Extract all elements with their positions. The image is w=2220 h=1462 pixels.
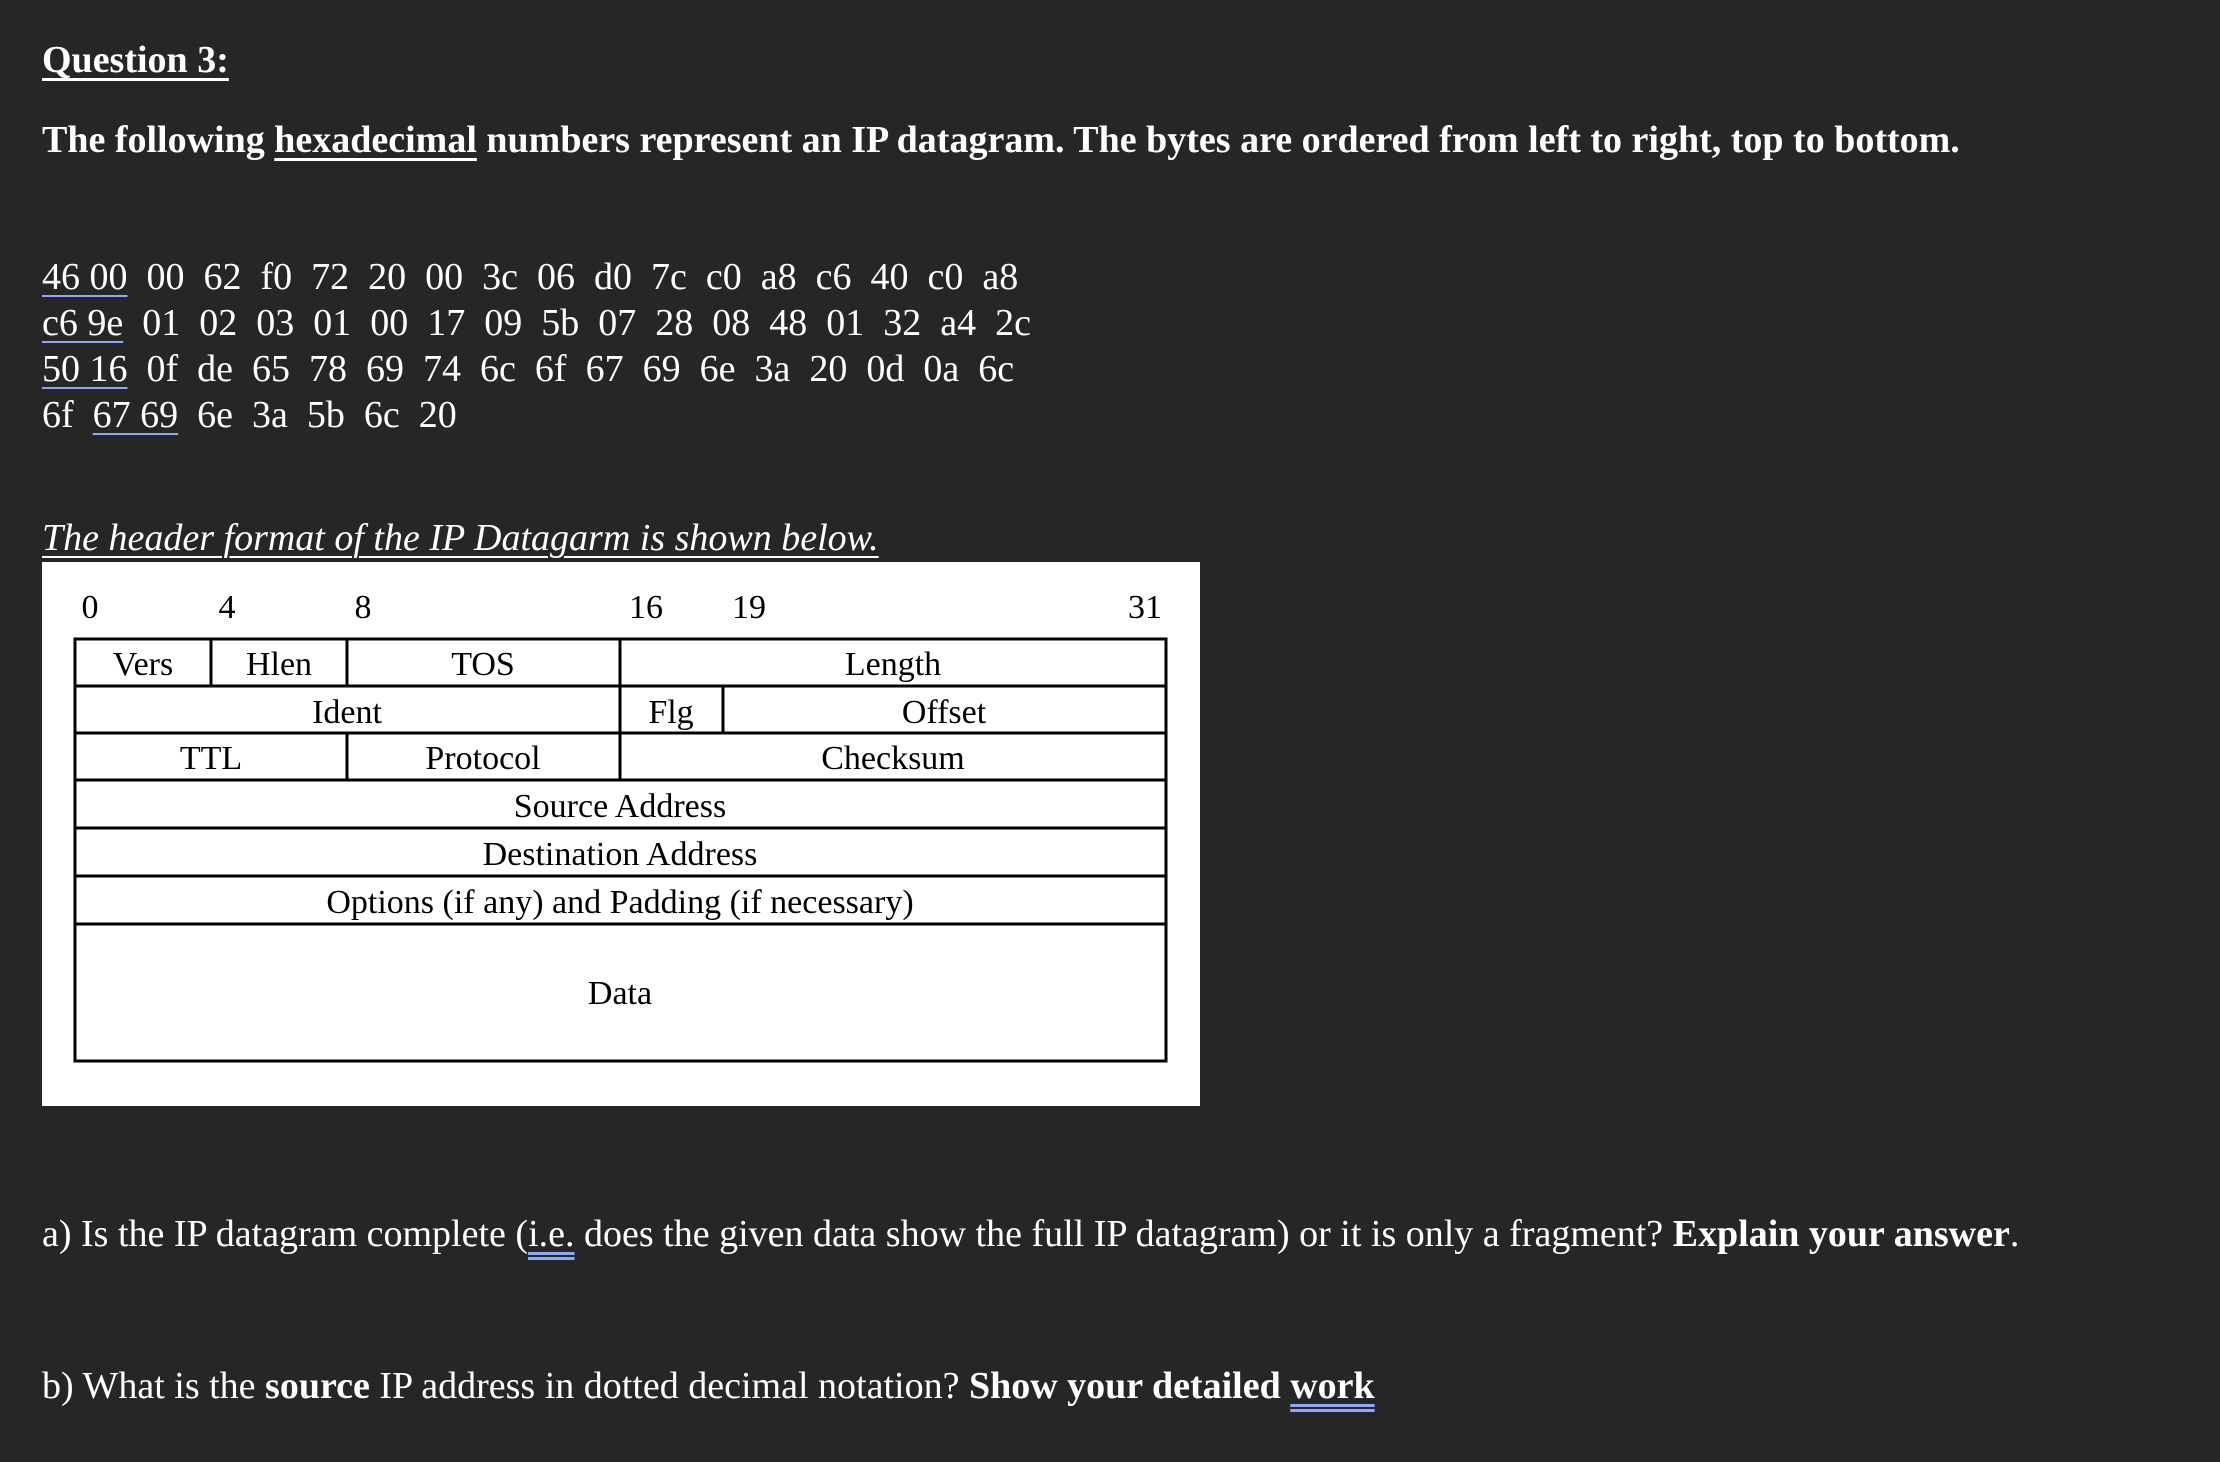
field-ttl: TTL (179, 740, 243, 777)
hex-byte: 02 (199, 302, 238, 344)
question-a (42, 1212, 2019, 1256)
hex-byte: 06 (537, 256, 576, 298)
intro-post: numbers represent an IP datagram. The bytes are ordered from left to right, top to bottom. (476, 119, 1960, 161)
hex-byte: 03 (256, 302, 295, 344)
hex-byte: a8 (982, 256, 1019, 298)
hex-byte: 00 (146, 256, 185, 298)
question-heading: Question 3: (42, 39, 229, 81)
hex-byte: 3a (252, 394, 288, 436)
question-a-post: . (2009, 1213, 2020, 1255)
bit-label-16: 16 (629, 589, 663, 626)
hex-byte: 6f (534, 348, 567, 390)
hex-byte: 17 (427, 302, 466, 344)
hex-byte: c6 (815, 256, 852, 298)
hex-byte: a4 (940, 302, 977, 344)
hex-byte: f0 (260, 256, 293, 298)
field-data: Data (587, 975, 653, 1012)
hex-byte: 08 (712, 302, 751, 344)
hex-byte: 28 (655, 302, 694, 344)
question-b-mid: IP address in dotted decimal notation? (369, 1365, 969, 1407)
field-hlen: Hlen (245, 646, 313, 683)
hex-byte: c0 (927, 256, 964, 298)
hex-byte: 65 (252, 348, 291, 390)
diagram-caption: The header format of the IP Datagarm is shown below. (42, 517, 879, 559)
hex-byte: 09 (484, 302, 523, 344)
hex-byte: 67 (585, 348, 624, 390)
hex-byte: 6c (480, 348, 516, 390)
intro-paragraph (42, 118, 1960, 162)
field-protocol: Protocol (425, 740, 541, 777)
field-destination-address: Destination Address (482, 836, 758, 873)
field-tos: TOS (451, 646, 515, 683)
hex-byte: 6c (363, 394, 400, 436)
hex-byte-group: 50 16 (42, 348, 128, 390)
intro-pre: The following (42, 119, 275, 161)
hex-byte: 20 (418, 394, 457, 436)
field-offset: Offset (901, 694, 987, 731)
question-a-pre: a) Is the IP datagram complete ( (42, 1213, 529, 1255)
field-vers: Vers (112, 646, 174, 683)
hex-byte: 6e (197, 394, 234, 436)
field-flg: Flg (648, 694, 694, 731)
bit-label-19: 19 (732, 589, 766, 626)
hex-byte: 32 (883, 302, 922, 344)
hex-byte: 6e (699, 348, 736, 390)
hex-byte: c0 (705, 256, 742, 298)
hex-byte: 40 (870, 256, 909, 298)
hex-byte-group: c6 9e (42, 302, 124, 344)
hex-byte: 01 (826, 302, 865, 344)
question-b-show: Show your detailed (968, 1365, 1291, 1407)
hex-byte: 3c (482, 256, 519, 298)
question-a-mid: does the given data show the full IP datagram) or it is only a fragment? (574, 1213, 1673, 1255)
hex-byte: 5b (541, 302, 580, 344)
hex-byte: 69 (366, 348, 405, 390)
field-ident: Ident (312, 694, 382, 731)
ip-header-diagram (42, 562, 1200, 1106)
hex-byte: d0 (594, 256, 633, 298)
hex-byte: a8 (760, 256, 797, 298)
field-length: Length (844, 646, 942, 683)
hex-byte: 00 (370, 302, 409, 344)
field-source-address: Source Address (513, 788, 727, 825)
field-checksum: Checksum (821, 740, 965, 777)
bit-label-8: 8 (354, 589, 372, 626)
hex-byte: 3a (754, 348, 791, 390)
hex-byte-group: 67 69 (92, 394, 179, 436)
hex-byte: 74 (423, 348, 462, 390)
field-options: Options (if any) and Padding (if necessary) (326, 884, 914, 921)
question-b-pre: b) What is the (42, 1365, 266, 1407)
hex-byte: 78 (309, 348, 348, 390)
hex-byte: 0f (146, 348, 179, 390)
hex-byte: 62 (203, 256, 242, 298)
hex-byte: 48 (769, 302, 808, 344)
hex-dump (42, 254, 1031, 438)
question-a-bold: Explain your answer (1672, 1213, 2010, 1255)
hex-byte: 20 (809, 348, 848, 390)
bit-label-31: 31 (1128, 589, 1162, 626)
hex-row (42, 254, 1031, 300)
hex-byte: 6f (42, 394, 74, 436)
hex-byte: 5b (306, 394, 345, 436)
hex-row (42, 392, 1031, 438)
hex-byte: 01 (313, 302, 352, 344)
question-a-ie: i.e. (528, 1213, 575, 1255)
hex-byte: 72 (311, 256, 350, 298)
hex-row (42, 300, 1031, 346)
question-b (42, 1364, 1375, 1408)
hex-byte: de (197, 348, 234, 390)
hex-byte: 2c (995, 302, 1031, 344)
question-b-source: source (265, 1365, 370, 1407)
hex-row (42, 346, 1031, 392)
hex-byte: 0d (866, 348, 905, 390)
hex-byte: 01 (142, 302, 181, 344)
intro-hexadecimal: hexadecimal (274, 119, 477, 161)
hex-byte: 0a (923, 348, 960, 390)
hex-byte: 07 (598, 302, 637, 344)
bit-label-4: 4 (218, 589, 236, 626)
hex-byte: 00 (425, 256, 464, 298)
hex-byte: 7c (651, 256, 687, 298)
hex-byte-group: 46 00 (42, 256, 128, 298)
hex-byte: 20 (368, 256, 407, 298)
bit-label-0: 0 (81, 589, 99, 626)
hex-byte: 69 (642, 348, 681, 390)
hex-byte: 6c (978, 348, 1015, 390)
question-b-work: work (1290, 1365, 1375, 1407)
